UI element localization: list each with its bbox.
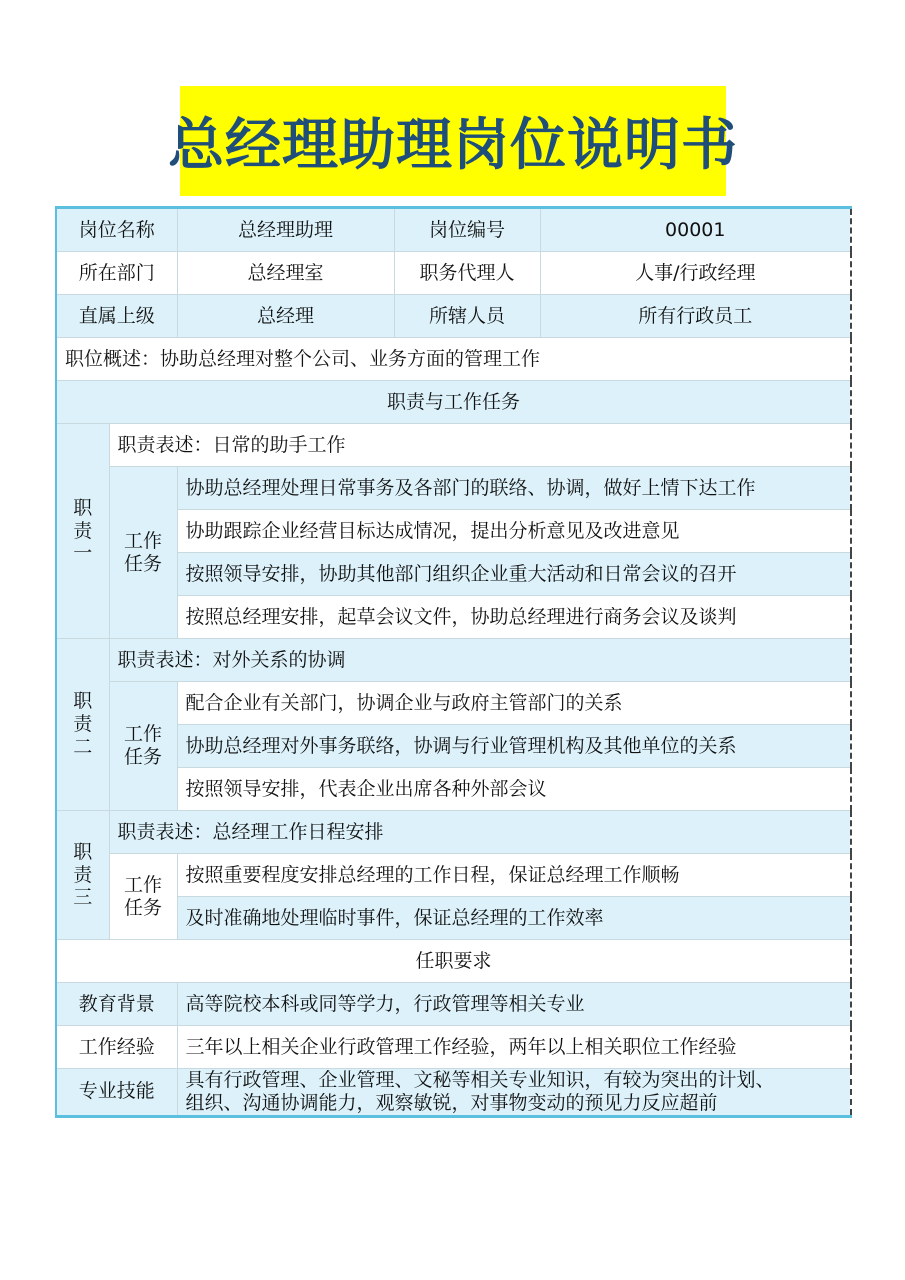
section-header-row — [56, 381, 851, 424]
table-row — [56, 295, 851, 338]
duty-summary: 职责表述：对外关系的协调 — [109, 639, 851, 682]
task-row — [56, 854, 851, 897]
requirement-label: 工作经验 — [56, 1026, 177, 1069]
task-item: 按照重要程度安排总经理的工作日程，保证总经理工作顺畅 — [177, 854, 851, 897]
task-item: 配合企业有关部门，协调企业与政府主管部门的关系 — [177, 682, 851, 725]
requirement-row — [56, 983, 851, 1026]
requirement-label: 教育背景 — [56, 983, 177, 1026]
label-cell: 所辖人员 — [394, 295, 540, 338]
label-cell: 直属上级 — [56, 295, 177, 338]
requirement-label: 专业技能 — [56, 1069, 177, 1117]
overview-text: 职位概述：协助总经理对整个公司、业务方面的管理工作 — [56, 338, 851, 381]
requirements-header: 任职要求 — [56, 940, 851, 983]
task-item: 协助总经理处理日常事务及各部门的联络、协调，做好上情下达工作 — [177, 467, 851, 510]
task-item: 协助总经理对外事务联络，协调与行业管理机构及其他单位的关系 — [177, 725, 851, 768]
label-cell: 岗位名称 — [56, 208, 177, 252]
value-cell: 00001 — [540, 208, 851, 252]
title-banner — [168, 86, 738, 196]
task-row — [56, 467, 851, 510]
duties-header: 职责与工作任务 — [56, 381, 851, 424]
requirement-value-line: 组织、沟通协调能力，观察敏锐，对事物变动的预见力反应超前 — [185, 1091, 718, 1114]
task-item: 按照领导安排，协助其他部门组织企业重大活动和日常会议的召开 — [177, 553, 851, 596]
requirement-value: 三年以上相关企业行政管理工作经验，两年以上相关职位工作经验 — [177, 1026, 851, 1069]
task-item: 及时准确地处理临时事件，保证总经理的工作效率 — [177, 897, 851, 940]
duty-label: 职 责 三 — [56, 811, 109, 940]
document-title: 总经理助理岗位说明书 — [168, 113, 738, 178]
requirement-value-line: 具有行政管理、企业管理、文秘等相关专业知识，有较为突出的计划、 — [185, 1069, 775, 1091]
duty-summary-row — [56, 811, 851, 854]
task-row — [56, 682, 851, 725]
requirement-row — [56, 1069, 851, 1117]
duty-summary: 职责表述：总经理工作日程安排 — [109, 811, 851, 854]
requirement-row — [56, 1026, 851, 1069]
task-label: 工作 任务 — [109, 682, 177, 811]
duty-summary-row — [56, 424, 851, 467]
job-description-table — [55, 206, 852, 1118]
value-cell: 所有行政员工 — [540, 295, 851, 338]
label-cell: 所在部门 — [56, 252, 177, 295]
duty-summary: 职责表述：日常的助手工作 — [109, 424, 851, 467]
value-cell: 总经理室 — [177, 252, 394, 295]
requirement-value — [177, 1069, 851, 1117]
label-cell: 岗位编号 — [394, 208, 540, 252]
task-item: 按照领导安排，代表企业出席各种外部会议 — [177, 768, 851, 811]
task-label: 工作 任务 — [109, 854, 177, 940]
duty-label: 职 责 一 — [56, 424, 109, 639]
duty-summary-row — [56, 639, 851, 682]
requirement-value: 高等院校本科或同等学力，行政管理等相关专业 — [177, 983, 851, 1026]
section-header-row — [56, 940, 851, 983]
value-cell: 总经理助理 — [177, 208, 394, 252]
value-cell: 总经理 — [177, 295, 394, 338]
table-row — [56, 252, 851, 295]
label-cell: 职务代理人 — [394, 252, 540, 295]
duty-label: 职 责 二 — [56, 639, 109, 811]
task-item: 协助跟踪企业经营目标达成情况，提出分析意见及改进意见 — [177, 510, 851, 553]
overview-row — [56, 338, 851, 381]
value-cell: 人事/行政经理 — [540, 252, 851, 295]
task-label: 工作 任务 — [109, 467, 177, 639]
task-item: 按照总经理安排，起草会议文件，协助总经理进行商务会议及谈判 — [177, 596, 851, 639]
table-row — [56, 208, 851, 252]
